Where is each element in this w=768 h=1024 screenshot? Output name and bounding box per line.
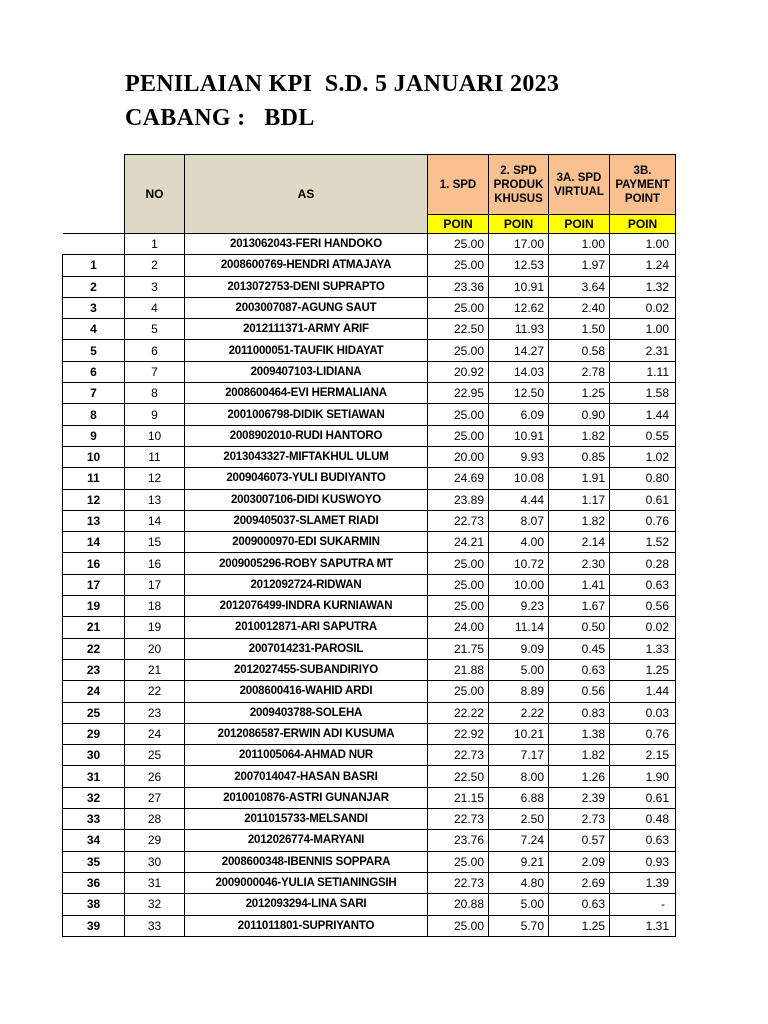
row-spd2-poin: 4.44 [489, 489, 549, 510]
row-no: 13 [125, 489, 185, 510]
row-spd1-poin: 20.88 [428, 894, 489, 915]
row-spd2-poin: 10.72 [489, 553, 549, 574]
table-row [63, 319, 676, 340]
row-as-name: 2012076499-INDRA KURNIAWAN [185, 596, 428, 617]
row-spd3b-poin: 0.93 [610, 851, 676, 872]
table-row [63, 340, 676, 361]
row-spd3b-poin: 0.61 [610, 489, 676, 510]
row-spd3a-poin: 1.91 [549, 468, 610, 489]
row-spd3b-poin: 1.39 [610, 872, 676, 893]
row-index: 4 [63, 319, 125, 340]
row-spd2-poin: 5.70 [489, 915, 549, 936]
row-as-name: 2009000046-YULIA SETIANINGSIH [185, 872, 428, 893]
row-spd3b-poin: 0.55 [610, 425, 676, 446]
row-spd3a-poin: 1.38 [549, 723, 610, 744]
row-index: 23 [63, 659, 125, 680]
row-no: 20 [125, 638, 185, 659]
row-spd1-poin: 22.73 [428, 745, 489, 766]
row-no: 19 [125, 617, 185, 638]
table-row [63, 830, 676, 851]
table-row [63, 872, 676, 893]
row-spd3b-poin: 0.02 [610, 297, 676, 318]
row-spd2-poin: 10.00 [489, 574, 549, 595]
row-spd1-poin: 24.69 [428, 468, 489, 489]
row-no: 12 [125, 468, 185, 489]
row-spd3b-poin: 0.76 [610, 723, 676, 744]
row-spd3b-poin: 1.24 [610, 255, 676, 276]
row-spd2-poin: 9.93 [489, 446, 549, 467]
row-spd2-poin: 8.89 [489, 681, 549, 702]
row-spd1-poin: 21.75 [428, 638, 489, 659]
row-spd1-poin: 22.73 [428, 809, 489, 830]
row-spd3a-poin: 1.17 [549, 489, 610, 510]
row-spd1-poin: 21.88 [428, 659, 489, 680]
row-no: 18 [125, 596, 185, 617]
row-as-name: 2007014047-HASAN BASRI [185, 766, 428, 787]
table-row [63, 915, 676, 936]
row-as-name: 2013072753-DENI SUPRAPTO [185, 276, 428, 297]
table-row [63, 894, 676, 915]
row-as-name: 2013043327-MIFTAKHUL ULUM [185, 446, 428, 467]
row-spd2-poin: 14.03 [489, 361, 549, 382]
table-row [63, 851, 676, 872]
row-no: 2 [125, 255, 185, 276]
row-index: 24 [63, 681, 125, 702]
row-index: 8 [63, 404, 125, 425]
branch-title: CABANG : BDL [125, 105, 315, 131]
row-spd2-poin: 5.00 [489, 659, 549, 680]
table-row [63, 361, 676, 382]
row-spd3a-poin: 1.82 [549, 510, 610, 531]
row-index: 13 [63, 510, 125, 531]
row-spd2-poin: 12.62 [489, 297, 549, 318]
row-spd1-poin: 22.92 [428, 723, 489, 744]
row-spd2-poin: 12.53 [489, 255, 549, 276]
row-spd3a-poin: 1.25 [549, 915, 610, 936]
row-no: 27 [125, 787, 185, 808]
row-spd3b-poin: 1.44 [610, 404, 676, 425]
row-spd3a-poin: 0.58 [549, 340, 610, 361]
row-index: 35 [63, 851, 125, 872]
row-spd1-poin: 22.95 [428, 383, 489, 404]
row-spd1-poin: 23.89 [428, 489, 489, 510]
row-no: 25 [125, 745, 185, 766]
row-index: 3 [63, 297, 125, 318]
row-index: 5 [63, 340, 125, 361]
row-spd3b-poin: 0.03 [610, 702, 676, 723]
row-spd3a-poin: 1.41 [549, 574, 610, 595]
row-no: 32 [125, 894, 185, 915]
table-row [63, 489, 676, 510]
row-as-name: 2010012871-ARI SAPUTRA [185, 617, 428, 638]
row-spd2-poin: 7.17 [489, 745, 549, 766]
table-row [63, 702, 676, 723]
row-no: 29 [125, 830, 185, 851]
row-as-name: 2009407103-LIDIANA [185, 361, 428, 382]
table-row [63, 532, 676, 553]
row-spd2-poin: 2.50 [489, 809, 549, 830]
row-spd2-poin: 10.91 [489, 276, 549, 297]
row-spd1-poin: 25.00 [428, 596, 489, 617]
table-row [63, 234, 676, 255]
row-spd3a-poin: 0.85 [549, 446, 610, 467]
row-spd3a-poin: 1.26 [549, 766, 610, 787]
row-spd2-poin: 6.09 [489, 404, 549, 425]
row-spd3b-poin: 1.33 [610, 638, 676, 659]
row-index: 6 [63, 361, 125, 382]
row-index: 12 [63, 489, 125, 510]
header-as: AS [185, 155, 428, 234]
table-row [63, 617, 676, 638]
row-index: 32 [63, 787, 125, 808]
row-no: 31 [125, 872, 185, 893]
row-spd1-poin: 23.76 [428, 830, 489, 851]
corner-blank [63, 155, 125, 234]
row-spd1-poin: 20.92 [428, 361, 489, 382]
row-spd2-poin: 10.08 [489, 468, 549, 489]
header-poin: POIN [610, 215, 676, 234]
row-spd1-poin: 25.00 [428, 255, 489, 276]
row-as-name: 2011000051-TAUFIK HIDAYAT [185, 340, 428, 361]
row-spd3a-poin: 2.14 [549, 532, 610, 553]
row-spd2-poin: 2.22 [489, 702, 549, 723]
row-spd3b-poin: 1.32 [610, 276, 676, 297]
row-spd3b-poin: 1.90 [610, 766, 676, 787]
row-spd3a-poin: 1.25 [549, 383, 610, 404]
row-spd3b-poin: 0.61 [610, 787, 676, 808]
row-spd1-poin: 25.00 [428, 234, 489, 255]
row-spd3b-poin: 2.31 [610, 340, 676, 361]
row-spd1-poin: 24.21 [428, 532, 489, 553]
row-spd2-poin: 8.07 [489, 510, 549, 531]
table-row [63, 659, 676, 680]
row-no: 24 [125, 723, 185, 744]
row-no: 14 [125, 510, 185, 531]
row-no: 23 [125, 702, 185, 723]
table-row [63, 574, 676, 595]
row-spd2-poin: 14.27 [489, 340, 549, 361]
row-index: 31 [63, 766, 125, 787]
row-no: 22 [125, 681, 185, 702]
row-no: 15 [125, 532, 185, 553]
row-as-name: 2008600348-IBENNIS SOPPARA [185, 851, 428, 872]
row-spd3b-poin: - [610, 894, 676, 915]
row-spd3b-poin: 0.56 [610, 596, 676, 617]
row-spd2-poin: 11.93 [489, 319, 549, 340]
table-row [63, 809, 676, 830]
row-spd3a-poin: 2.78 [549, 361, 610, 382]
row-index: 11 [63, 468, 125, 489]
row-as-name: 2011015733-MELSANDI [185, 809, 428, 830]
row-spd3b-poin: 0.80 [610, 468, 676, 489]
row-no: 30 [125, 851, 185, 872]
row-no: 17 [125, 574, 185, 595]
row-index: 9 [63, 425, 125, 446]
table-row [63, 383, 676, 404]
row-index: 2 [63, 276, 125, 297]
row-as-name: 2001006798-DIDIK SETIAWAN [185, 404, 428, 425]
row-as-name: 2009405037-SLAMET RIADI [185, 510, 428, 531]
row-no: 9 [125, 404, 185, 425]
row-as-name: 2012092724-RIDWAN [185, 574, 428, 595]
row-spd1-poin: 22.50 [428, 766, 489, 787]
row-index: 22 [63, 638, 125, 659]
row-no: 5 [125, 319, 185, 340]
row-spd3a-poin: 1.00 [549, 234, 610, 255]
row-spd3a-poin: 0.56 [549, 681, 610, 702]
row-spd1-poin: 25.00 [428, 425, 489, 446]
row-index: 38 [63, 894, 125, 915]
row-no: 21 [125, 659, 185, 680]
header-no: NO [125, 155, 185, 234]
row-index: 7 [63, 383, 125, 404]
row-spd3b-poin: 0.63 [610, 830, 676, 851]
row-spd2-poin: 17.00 [489, 234, 549, 255]
row-as-name: 2009005296-ROBY SAPUTRA MT [185, 553, 428, 574]
row-as-name: 2009000970-EDI SUKARMIN [185, 532, 428, 553]
row-spd2-poin: 8.00 [489, 766, 549, 787]
row-spd2-poin: 6.88 [489, 787, 549, 808]
row-spd3a-poin: 2.39 [549, 787, 610, 808]
table-row [63, 297, 676, 318]
header-spd1: 1. SPD [428, 155, 489, 215]
table-row [63, 596, 676, 617]
row-spd3a-poin: 1.82 [549, 745, 610, 766]
row-as-name: 2011011801-SUPRIYANTO [185, 915, 428, 936]
row-as-name: 2012111371-ARMY ARIF [185, 319, 428, 340]
row-index [63, 234, 125, 255]
row-index: 17 [63, 574, 125, 595]
table-body [63, 234, 676, 937]
row-spd3b-poin: 1.00 [610, 234, 676, 255]
table-row [63, 745, 676, 766]
row-spd3a-poin: 2.69 [549, 872, 610, 893]
row-no: 11 [125, 446, 185, 467]
row-spd3b-poin: 1.02 [610, 446, 676, 467]
row-spd1-poin: 22.73 [428, 510, 489, 531]
row-spd3b-poin: 0.02 [610, 617, 676, 638]
row-index: 1 [63, 255, 125, 276]
row-as-name: 2012026774-MARYANI [185, 830, 428, 851]
row-spd1-poin: 22.73 [428, 872, 489, 893]
row-spd2-poin: 9.09 [489, 638, 549, 659]
row-spd3b-poin: 1.25 [610, 659, 676, 680]
row-spd3b-poin: 1.58 [610, 383, 676, 404]
row-no: 1 [125, 234, 185, 255]
row-index: 33 [63, 809, 125, 830]
row-as-name: 2009403788-SOLEHA [185, 702, 428, 723]
row-spd3b-poin: 0.48 [610, 809, 676, 830]
row-spd2-poin: 7.24 [489, 830, 549, 851]
row-spd1-poin: 22.22 [428, 702, 489, 723]
row-spd1-poin: 21.15 [428, 787, 489, 808]
table-row [63, 255, 676, 276]
row-spd3a-poin: 1.82 [549, 425, 610, 446]
row-spd1-poin: 20.00 [428, 446, 489, 467]
row-spd1-poin: 25.00 [428, 574, 489, 595]
row-index: 19 [63, 596, 125, 617]
row-no: 7 [125, 361, 185, 382]
row-spd3a-poin: 0.50 [549, 617, 610, 638]
row-as-name: 2011005064-AHMAD NUR [185, 745, 428, 766]
row-index: 25 [63, 702, 125, 723]
row-no: 28 [125, 809, 185, 830]
row-spd1-poin: 25.00 [428, 851, 489, 872]
row-spd1-poin: 25.00 [428, 340, 489, 361]
table-row [63, 468, 676, 489]
row-as-name: 2003007087-AGUNG SAUT [185, 297, 428, 318]
header-poin: POIN [489, 215, 549, 234]
row-spd3b-poin: 1.52 [610, 532, 676, 553]
row-spd3b-poin: 1.11 [610, 361, 676, 382]
row-spd2-poin: 4.00 [489, 532, 549, 553]
header-spd3a: 3A. SPD VIRTUAL [549, 155, 610, 215]
header-spd2: 2. SPD PRODUK KHUSUS [489, 155, 549, 215]
row-no: 8 [125, 383, 185, 404]
row-spd3a-poin: 0.45 [549, 638, 610, 659]
row-spd2-poin: 10.91 [489, 425, 549, 446]
row-spd3b-poin: 1.31 [610, 915, 676, 936]
row-index: 29 [63, 723, 125, 744]
row-spd2-poin: 11.14 [489, 617, 549, 638]
table-row [63, 766, 676, 787]
row-as-name: 2012093294-LINA SARI [185, 894, 428, 915]
row-spd1-poin: 24.00 [428, 617, 489, 638]
table-row [63, 723, 676, 744]
row-index: 14 [63, 532, 125, 553]
table-row [63, 787, 676, 808]
row-index: 34 [63, 830, 125, 851]
row-no: 6 [125, 340, 185, 361]
kpi-table [62, 154, 676, 937]
row-as-name: 2008902010-RUDI HANTORO [185, 425, 428, 446]
row-spd3a-poin: 0.63 [549, 659, 610, 680]
table-row [63, 276, 676, 297]
row-no: 3 [125, 276, 185, 297]
row-as-name: 2007014231-PAROSIL [185, 638, 428, 659]
row-spd3b-poin: 0.63 [610, 574, 676, 595]
row-index: 10 [63, 446, 125, 467]
row-spd1-poin: 22.50 [428, 319, 489, 340]
row-no: 33 [125, 915, 185, 936]
row-spd3b-poin: 0.28 [610, 553, 676, 574]
row-spd3a-poin: 3.64 [549, 276, 610, 297]
row-as-name: 2010010876-ASTRI GUNANJAR [185, 787, 428, 808]
table-row [63, 425, 676, 446]
row-spd2-poin: 9.21 [489, 851, 549, 872]
header-spd3b: 3B. PAYMENT POINT [610, 155, 676, 215]
row-spd2-poin: 4.80 [489, 872, 549, 893]
table-row [63, 681, 676, 702]
row-as-name: 2008600769-HENDRI ATMAJAYA [185, 255, 428, 276]
row-spd3b-poin: 1.00 [610, 319, 676, 340]
row-spd3a-poin: 2.40 [549, 297, 610, 318]
row-no: 26 [125, 766, 185, 787]
table-row [63, 553, 676, 574]
row-spd3a-poin: 1.67 [549, 596, 610, 617]
row-spd3a-poin: 1.97 [549, 255, 610, 276]
row-spd3b-poin: 2.15 [610, 745, 676, 766]
row-spd1-poin: 25.00 [428, 915, 489, 936]
header-poin: POIN [428, 215, 489, 234]
table-row [63, 638, 676, 659]
table-row [63, 510, 676, 531]
row-index: 39 [63, 915, 125, 936]
row-spd2-poin: 9.23 [489, 596, 549, 617]
row-spd3a-poin: 2.30 [549, 553, 610, 574]
row-no: 10 [125, 425, 185, 446]
row-index: 21 [63, 617, 125, 638]
row-as-name: 2003007106-DIDI KUSWOYO [185, 489, 428, 510]
row-spd2-poin: 12.50 [489, 383, 549, 404]
row-spd3b-poin: 0.76 [610, 510, 676, 531]
row-spd3a-poin: 0.83 [549, 702, 610, 723]
row-index: 36 [63, 872, 125, 893]
row-as-name: 2008600464-EVI HERMALIANA [185, 383, 428, 404]
row-as-name: 2013062043-FERI HANDOKO [185, 234, 428, 255]
row-spd2-poin: 5.00 [489, 894, 549, 915]
row-index: 16 [63, 553, 125, 574]
table-row [63, 446, 676, 467]
row-spd3b-poin: 1.44 [610, 681, 676, 702]
row-spd3a-poin: 0.57 [549, 830, 610, 851]
row-spd1-poin: 25.00 [428, 297, 489, 318]
row-as-name: 2009046073-YULI BUDIYANTO [185, 468, 428, 489]
row-as-name: 2012027455-SUBANDIRIYO [185, 659, 428, 680]
row-spd2-poin: 10.21 [489, 723, 549, 744]
row-spd1-poin: 25.00 [428, 553, 489, 574]
row-as-name: 2008600416-WAHID ARDI [185, 681, 428, 702]
row-spd3a-poin: 1.50 [549, 319, 610, 340]
row-spd1-poin: 25.00 [428, 404, 489, 425]
header-poin: POIN [549, 215, 610, 234]
page-title: PENILAIAN KPI S.D. 5 JANUARI 2023 [125, 71, 560, 97]
row-no: 4 [125, 297, 185, 318]
row-spd3a-poin: 0.63 [549, 894, 610, 915]
row-spd3a-poin: 2.73 [549, 809, 610, 830]
row-no: 16 [125, 553, 185, 574]
row-as-name: 2012086587-ERWIN ADI KUSUMA [185, 723, 428, 744]
row-spd1-poin: 23.36 [428, 276, 489, 297]
table-row [63, 404, 676, 425]
row-spd1-poin: 25.00 [428, 681, 489, 702]
row-spd3a-poin: 0.90 [549, 404, 610, 425]
row-spd3a-poin: 2.09 [549, 851, 610, 872]
row-index: 30 [63, 745, 125, 766]
